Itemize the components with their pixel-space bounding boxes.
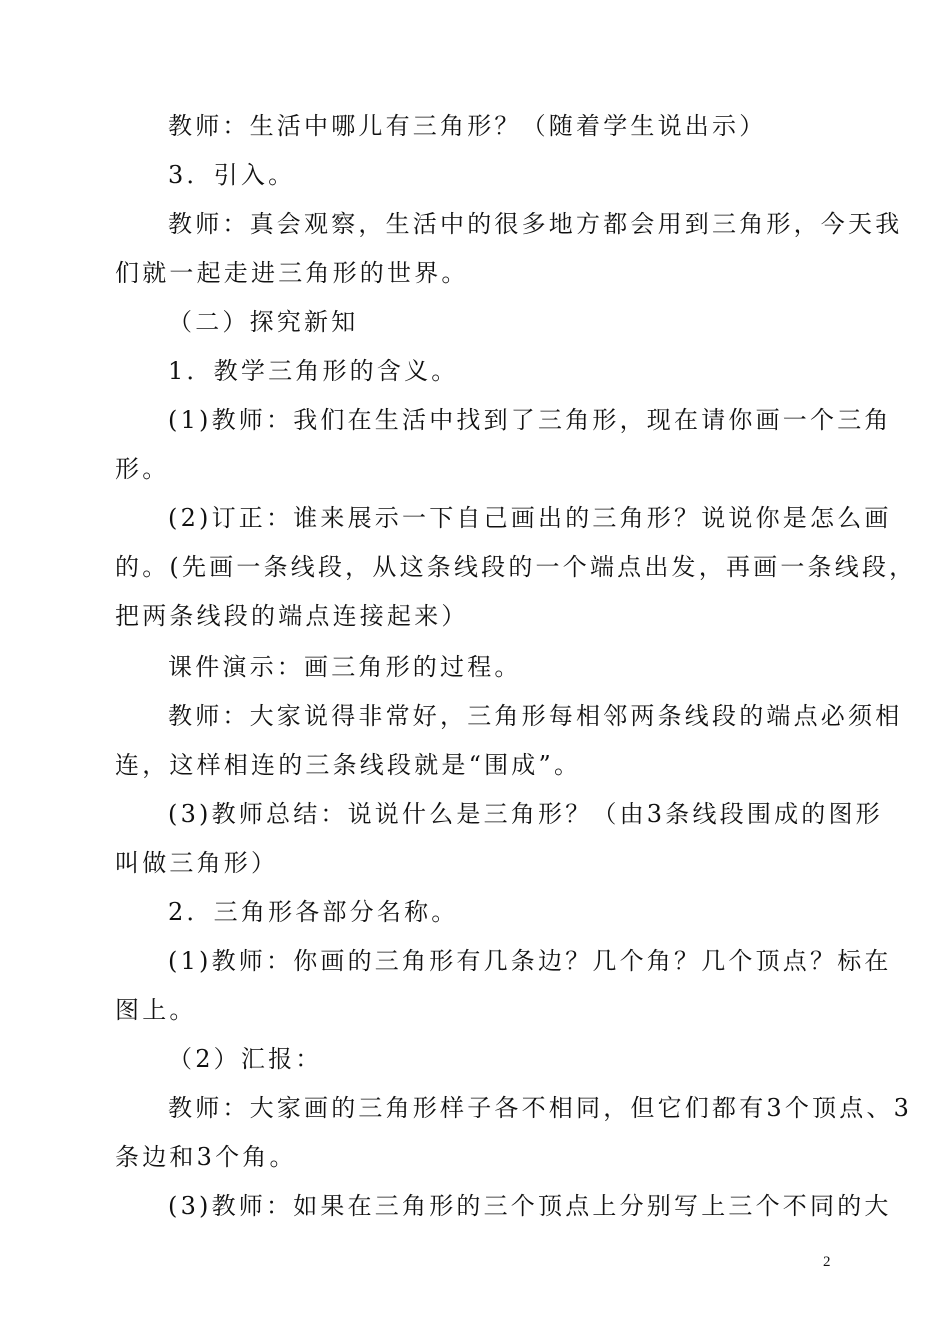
paragraph-line: 连，这样相连的三条线段就是“围成”。	[115, 751, 582, 779]
paragraph-line: 3．引入。	[168, 161, 296, 189]
paragraph-line: 图上。	[115, 996, 197, 1024]
paragraph-line: (3)教师：如果在三角形的三个顶点上分别写上三个不同的大	[168, 1192, 892, 1220]
paragraph-line: 条边和3个角。	[115, 1143, 297, 1171]
paragraph-line: 叫做三角形）	[115, 849, 279, 877]
paragraph-line: 教师：大家说得非常好，三角形每相邻两条线段的端点必须相	[168, 702, 903, 730]
paragraph-line: (2)订正：谁来展示一下自己画出的三角形？说说你是怎么画	[168, 504, 892, 532]
paragraph-line: (3)教师总结：说说什么是三角形？（由3条线段围成的图形	[168, 800, 883, 828]
section-heading: （二）探究新知	[168, 308, 359, 336]
paragraph-line: 教师：大家画的三角形样子各不相同，但它们都有3个顶点、3	[168, 1094, 913, 1122]
paragraph-line: 把两条线段的端点连接起来）	[115, 602, 469, 630]
paragraph-line: 1．教学三角形的含义。	[168, 357, 459, 385]
paragraph-line: 教师：真会观察，生活中的很多地方都会用到三角形，今天我	[168, 210, 903, 238]
paragraph-line: (1)教师：我们在生活中找到了三角形，现在请你画一个三角	[168, 406, 892, 434]
paragraph-line: 课件演示：画三角形的过程。	[168, 653, 522, 681]
paragraph-line: 们就一起走进三角形的世界。	[115, 259, 469, 287]
page-number: 2	[823, 1254, 831, 1270]
paragraph-line: 2．三角形各部分名称。	[168, 898, 459, 926]
paragraph-line: 形。	[115, 455, 170, 483]
paragraph-line: (1)教师：你画的三角形有几条边？几个角？几个顶点？标在	[168, 947, 892, 975]
paragraph-line: 教师：生活中哪儿有三角形？（随着学生说出示）	[168, 112, 767, 140]
paragraph-line: 的。(先画一条线段，从这条线段的一个端点出发，再画一条线段，	[115, 553, 917, 581]
paragraph-line: （2）汇报：	[168, 1045, 323, 1073]
